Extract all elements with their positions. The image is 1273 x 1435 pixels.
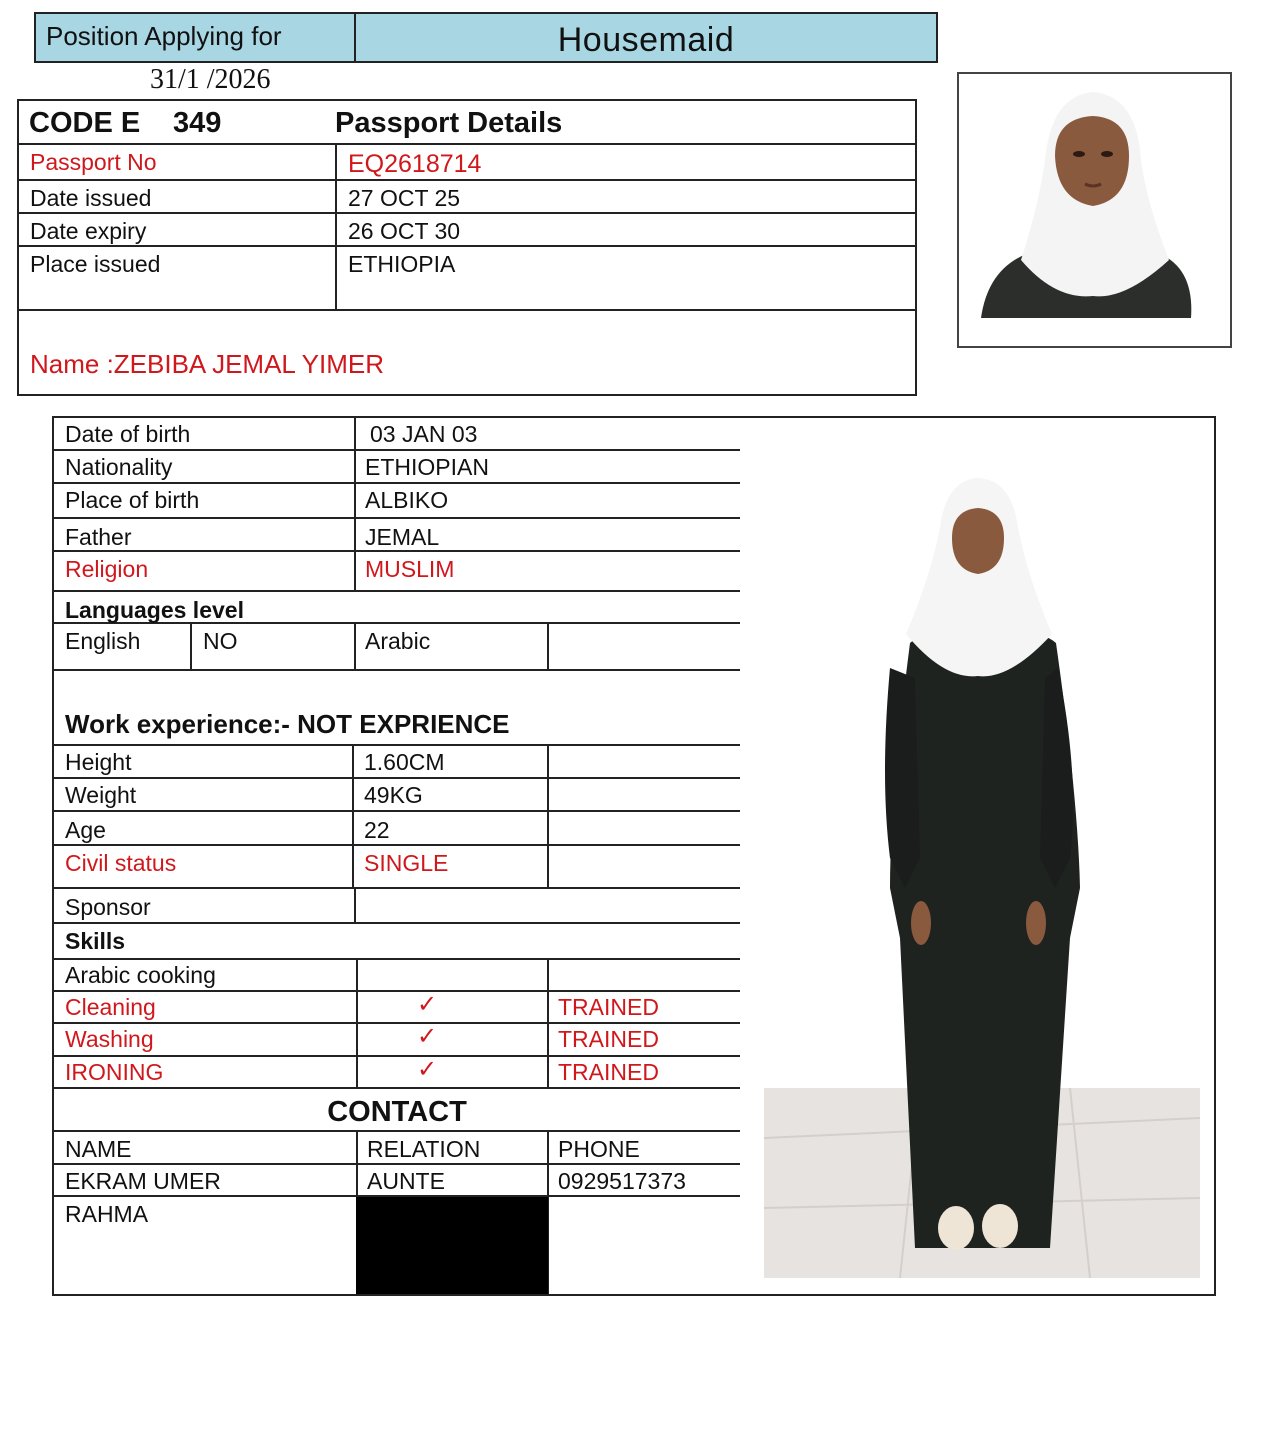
- passport-row: [19, 145, 915, 181]
- redacted-block: [356, 1197, 548, 1294]
- passport-row: [19, 247, 915, 311]
- table-row: [54, 846, 740, 889]
- code-label: CODE E: [29, 107, 141, 139]
- place-issued-value: ETHIOPIA: [348, 251, 456, 277]
- contact-header-phone: PHONE: [558, 1136, 640, 1162]
- form-date: 31/1 /2026: [150, 64, 271, 95]
- contact-header-name: NAME: [65, 1136, 132, 1162]
- skill-label: IRONING: [65, 1059, 164, 1085]
- contact-row: [54, 1197, 740, 1294]
- table-row: [54, 746, 740, 779]
- arabic-value: [547, 624, 558, 669]
- nationality-label: Nationality: [65, 454, 173, 480]
- skill-status: TRAINED: [558, 994, 659, 1020]
- father-value: JEMAL: [365, 524, 440, 550]
- sponsor-row: [54, 889, 740, 924]
- skills-title: Skills: [65, 928, 126, 954]
- table-row: [54, 519, 740, 552]
- civil-status-value: SINGLE: [364, 850, 449, 876]
- arabic-label: Arabic: [365, 628, 431, 654]
- skill-label: Cleaning: [65, 994, 156, 1020]
- languages-title: Languages level: [65, 597, 244, 623]
- height-label: Height: [65, 749, 132, 775]
- age-value: 22: [364, 817, 390, 843]
- code-value: 349: [173, 107, 222, 139]
- religion-label: Religion: [65, 556, 149, 582]
- civil-status-label: Civil status: [65, 850, 177, 876]
- contact-title: CONTACT: [327, 1096, 467, 1128]
- skill-label: Washing: [65, 1026, 154, 1052]
- passport-section-title: Passport Details: [335, 107, 563, 139]
- table-row: [54, 552, 740, 592]
- table-row: [54, 812, 740, 846]
- skill-row: [54, 960, 740, 992]
- table-row: [54, 779, 740, 812]
- position-value: Housemaid: [557, 21, 735, 59]
- skills-title-row: [54, 924, 740, 960]
- contact-title-row: [54, 1089, 740, 1132]
- date-expiry-label: Date expiry: [30, 218, 147, 244]
- skill-check-icon: [406, 960, 417, 990]
- table-row: [54, 451, 740, 484]
- passport-no-label: Passport No: [30, 149, 157, 175]
- skill-check-icon: ✓: [417, 1023, 438, 1050]
- weight-label: Weight: [65, 782, 137, 808]
- skill-row: [54, 1057, 740, 1089]
- passport-header-row: [19, 101, 915, 145]
- passport-details-table: [17, 99, 917, 396]
- skill-row: [54, 1024, 740, 1057]
- passport-row: [19, 181, 915, 214]
- place-of-birth-value: ALBIKO: [365, 487, 449, 513]
- age-label: Age: [65, 817, 106, 843]
- skill-status: TRAINED: [558, 1059, 659, 1085]
- languages-row: [54, 624, 740, 671]
- skill-status: [547, 960, 558, 990]
- english-value: NO: [203, 628, 238, 654]
- contact-relation: AUNTE: [367, 1168, 445, 1194]
- portrait-photo-image: [959, 74, 1230, 346]
- skill-check-icon: ✓: [417, 1056, 438, 1083]
- dob-value: 03 JAN 03: [370, 421, 478, 447]
- contact-name: EKRAM UMER: [65, 1168, 221, 1194]
- skill-status: TRAINED: [558, 1026, 659, 1052]
- sponsor-label: Sponsor: [65, 894, 151, 920]
- skill-row: [54, 992, 740, 1024]
- skill-label: Arabic cooking: [65, 962, 216, 988]
- place-of-birth-label: Place of birth: [65, 487, 200, 513]
- full-length-photo: [740, 416, 1216, 1296]
- dob-label: Date of birth: [65, 421, 191, 447]
- nationality-value: ETHIOPIAN: [365, 454, 489, 480]
- applicant-details-table: [52, 416, 742, 1296]
- skill-check-icon: ✓: [417, 991, 438, 1018]
- contact-phone: 0929517373: [558, 1168, 686, 1194]
- languages-title-row: [54, 592, 740, 624]
- table-row: [54, 418, 740, 451]
- work-experience-row: [54, 671, 740, 746]
- contact-name: RAHMA: [65, 1201, 149, 1227]
- contact-header-row: [54, 1132, 740, 1165]
- work-experience: Work experience:- NOT EXPRIENCE: [65, 709, 510, 739]
- portrait-photo: [957, 72, 1232, 348]
- date-issued-value: 27 OCT 25: [348, 185, 461, 211]
- date-issued-label: Date issued: [30, 185, 152, 211]
- passport-no-value: EQ2618714: [348, 150, 482, 178]
- height-value: 1.60CM: [364, 749, 445, 775]
- father-label: Father: [65, 524, 132, 550]
- passport-row: [19, 214, 915, 247]
- date-expiry-value: 26 OCT 30: [348, 218, 461, 244]
- place-issued-label: Place issued: [30, 251, 161, 277]
- position-label: Position Applying for: [36, 14, 356, 61]
- contact-header-relation: RELATION: [367, 1136, 481, 1162]
- weight-value: 49KG: [364, 782, 423, 808]
- position-header: [34, 12, 938, 63]
- table-row: [54, 484, 740, 519]
- applicant-name: Name :ZEBIBA JEMAL YIMER: [30, 349, 384, 379]
- contact-row: [54, 1165, 740, 1197]
- religion-value: MUSLIM: [365, 556, 455, 582]
- english-label: English: [65, 628, 141, 654]
- full-length-photo-image: [740, 418, 1214, 1294]
